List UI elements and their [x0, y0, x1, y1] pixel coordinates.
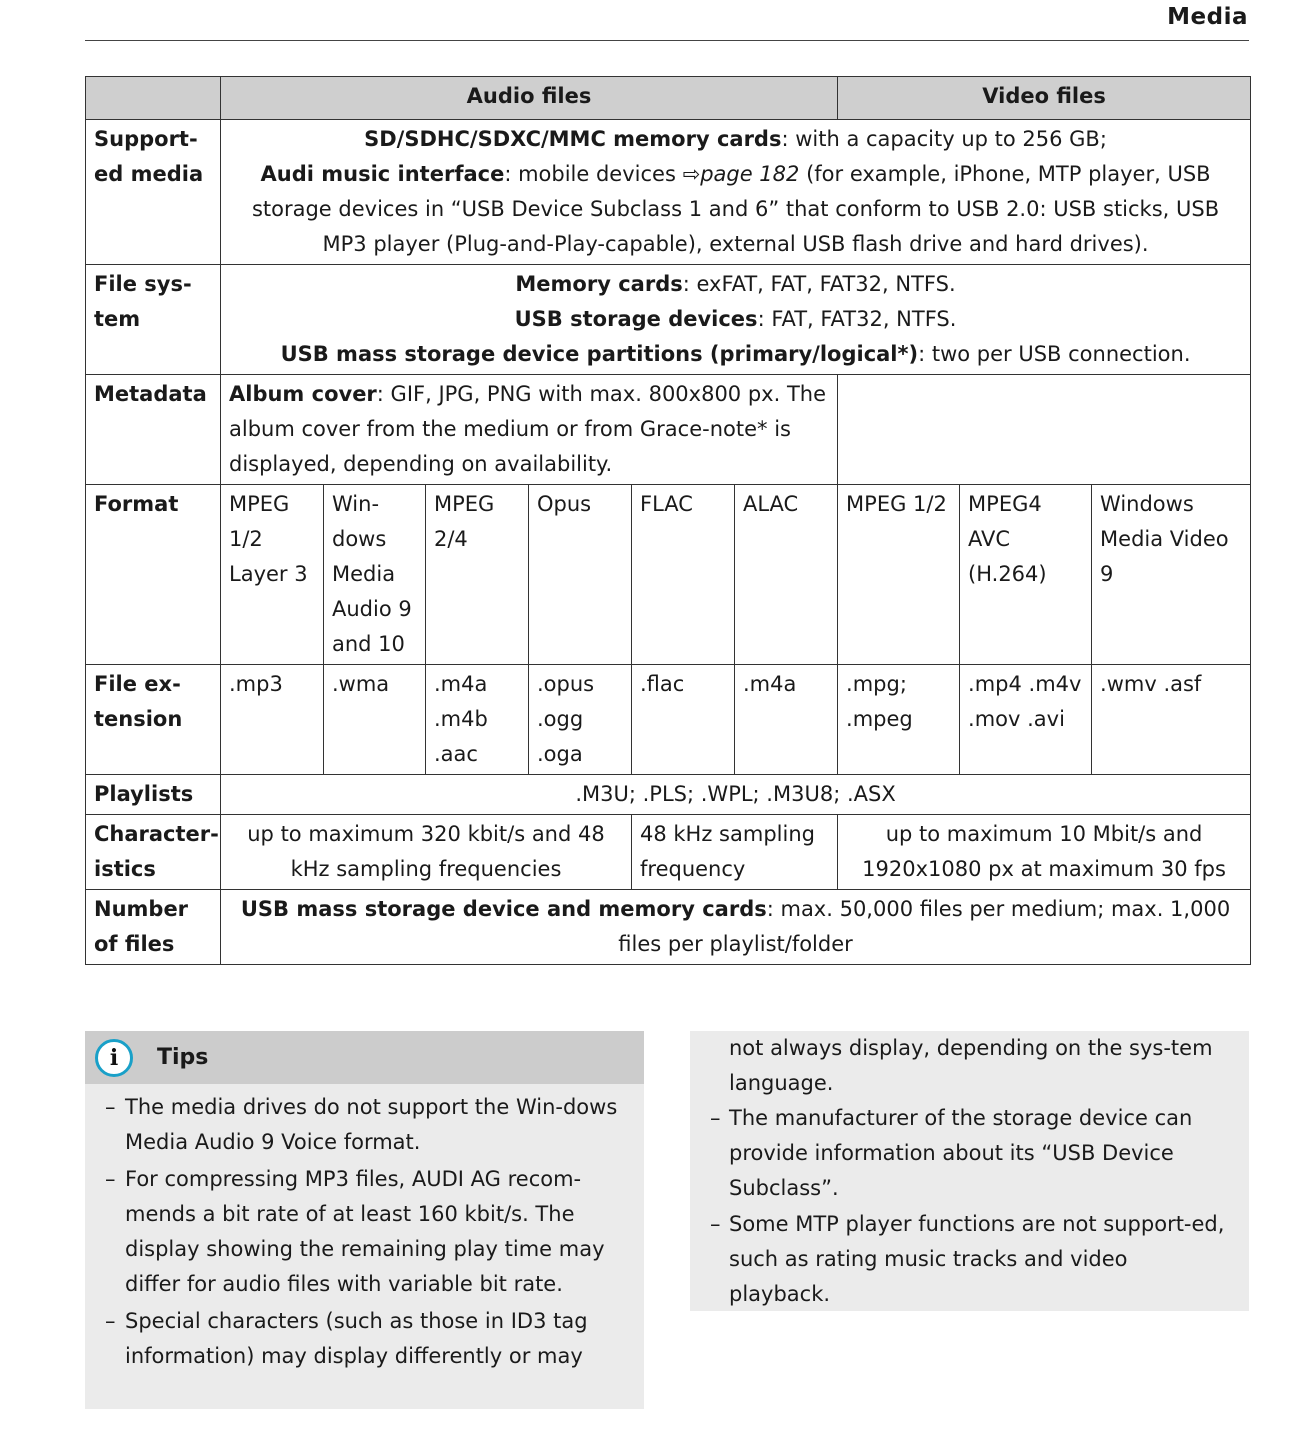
format-cell: MPEG4 AVC (H.264) [960, 485, 1092, 665]
row-label-supported-media: Support-ed media [86, 120, 221, 265]
partitions-term: USB mass storage device partitions (primary/logical*) [280, 342, 919, 366]
supported-media-row [86, 120, 1251, 265]
format-cell: MPEG 2/4 [426, 485, 529, 665]
tips-box [85, 1031, 644, 1409]
extension-cell: .opus .ogg .oga [529, 665, 632, 775]
row-label-file-extension: File ex-tension [86, 665, 221, 775]
tip-item: – For compressing MP3 files, AUDI AG recom-mends a bit rate of at least 160 kbit/s. The display showing the remaining play time may differ for audio files with variable bit rate. [105, 1162, 628, 1302]
metadata-video-value [838, 375, 1251, 485]
format-row [86, 485, 1251, 665]
page-reference-link[interactable]: page 182 [700, 162, 800, 186]
format-cell: Win-dows Media Audio 9 and 10 [324, 485, 426, 665]
format-cell: MPEG 1/2 [838, 485, 960, 665]
usb-memory-text: : max. 50,000 files per medium; max. 1,000 files per playlist/folder [618, 897, 1231, 956]
row-label-number-of-files: Number of files [86, 890, 221, 965]
extension-cell: .wmv .asf [1092, 665, 1251, 775]
sd-cards-term: SD/SDHC/SDXC/MMC memory cards [364, 127, 782, 151]
sd-cards-text: : with a capacity up to 256 GB; [781, 127, 1107, 151]
extension-cell: .m4a .m4b .aac [426, 665, 529, 775]
characteristics-audio-1: up to maximum 320 kbit/s and 48 kHz sampling frequencies [221, 815, 632, 890]
extension-cell: .mpg; .mpeg [838, 665, 960, 775]
metadata-row [86, 375, 1251, 485]
format-cell: MPEG 1/2 Layer 3 [221, 485, 324, 665]
usb-storage-text: : FAT, FAT32, NTFS. [757, 307, 957, 331]
tips-box-continued [690, 1031, 1249, 1311]
tips-list-continued [690, 1101, 1249, 1311]
tips-header [85, 1031, 644, 1084]
tips-heading: Tips [157, 1045, 209, 1070]
number-of-files-value [221, 890, 1251, 965]
file-system-value [221, 265, 1251, 375]
format-cell: FLAC [632, 485, 735, 665]
metadata-audio-value [221, 375, 838, 485]
format-cell: Opus [529, 485, 632, 665]
format-cell: ALAC [735, 485, 838, 665]
characteristics-row [86, 815, 1251, 890]
usb-memory-term: USB mass storage device and memory cards [240, 897, 767, 921]
playlists-value: .M3U; .PLS; .WPL; .M3U8; .ASX [221, 775, 1251, 815]
characteristics-video: up to maximum 10 Mbit/s and 1920x1080 px at maximum 30 fps [838, 815, 1251, 890]
audio-files-header: Audio files [221, 77, 838, 120]
playlists-row [86, 775, 1251, 815]
album-cover-term: Album cover [229, 382, 377, 406]
album-cover-text: : GIF, JPG, PNG with max. 800x800 px. The album cover from the medium or from Grace-note* is displayed, depending on availability. [229, 382, 827, 476]
tips-list [85, 1084, 644, 1374]
tip-continuation: not always display, depending on the sys-tem language. [729, 1036, 1213, 1095]
row-label-metadata: Metadata [86, 375, 221, 485]
tip-item: – Some MTP player functions are not support-ed, such as rating music tracks and video playback. [710, 1207, 1233, 1311]
video-files-header: Video files [838, 77, 1251, 120]
usb-storage-term: USB storage devices [514, 307, 758, 331]
file-extension-row [86, 665, 1251, 775]
format-cell: Windows Media Video 9 [1092, 485, 1251, 665]
number-of-files-row [86, 890, 1251, 965]
arrow-right-icon: ⇨ [682, 162, 701, 186]
extension-cell: .wma [324, 665, 426, 775]
header-divider [85, 40, 1249, 41]
tip-item: – The manufacturer of the storage device can provide information about its “USB Device Subclass”. [710, 1101, 1233, 1206]
info-icon: i [95, 1039, 133, 1077]
file-system-row [86, 265, 1251, 375]
supported-media-value [221, 120, 1251, 265]
row-label-file-system: File sys-tem [86, 265, 221, 375]
corner-cell [86, 77, 221, 120]
memory-cards-text: : exFAT, FAT, FAT32, NTFS. [682, 272, 956, 296]
row-label-format: Format [86, 485, 221, 665]
ami-text-1: : mobile devices [504, 162, 683, 186]
extension-cell: .mp4 .m4v .mov .avi [960, 665, 1092, 775]
extension-cell: .m4a [735, 665, 838, 775]
ami-term: Audi music interface [260, 162, 505, 186]
ami-text-2: (for example, iPhone, MTP player, USB storage devices in “USB Device Subclass 1 and 6” that conform to USB 2.0: USB sticks, USB MP3 player (Plug-and-Play-capable), external USB flash drive and hard drives). [251, 162, 1220, 256]
characteristics-audio-2: 48 kHz sampling frequency [632, 815, 838, 890]
extension-cell: .flac [632, 665, 735, 775]
tip-item: – Special characters (such as those in ID3 tag information) may display differently or may [105, 1304, 628, 1374]
row-label-characteristics: Character-istics [86, 815, 221, 890]
tip-item: – The media drives do not support the Win-dows Media Audio 9 Voice format. [105, 1090, 628, 1160]
memory-cards-term: Memory cards [515, 272, 683, 296]
extension-cell: .mp3 [221, 665, 324, 775]
row-label-playlists: Playlists [86, 775, 221, 815]
media-spec-table [85, 76, 1251, 965]
page-section-title: Media [1167, 4, 1248, 30]
partitions-text: : two per USB connection. [918, 342, 1191, 366]
